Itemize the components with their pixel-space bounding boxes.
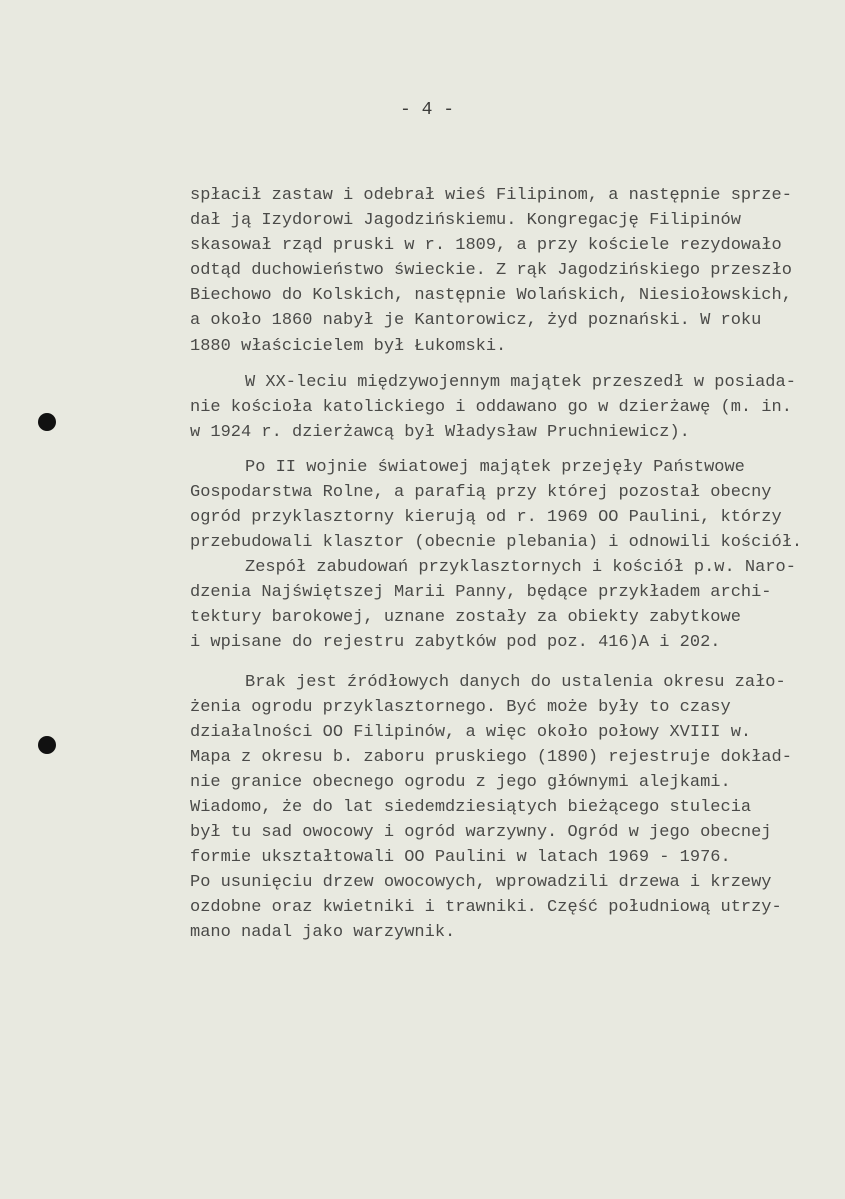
text-line: Gospodarstwa Rolne, a parafią przy której pozostał obecny (190, 483, 772, 502)
text-line: Wiadomo, że do lat siedemdziesiątych bieżącego stulecia (190, 798, 752, 817)
text-line: mano nadal jako warzywnik. (190, 923, 456, 942)
punch-hole (38, 736, 56, 754)
text-line: działalności OO Filipinów, a więc około połowy XVIII w. (190, 723, 752, 742)
text-line: Biechowo do Kolskich, następnie Wolańskich, Niesiołowskich, (190, 286, 792, 305)
text-line: W XX-leciu międzywojennym majątek przeszedł w posiada- (245, 373, 796, 392)
text-line: ozdobne oraz kwietniki i trawniki. Część południową utrzy- (190, 898, 782, 917)
text-line: nie granice obecnego ogrodu z jego głównymi alejkami. (190, 773, 731, 792)
text-line: tektury barokowej, uznane zostały za obiekty zabytkowe (190, 608, 741, 627)
text-line: dał ją Izydorowi Jagodzińskiemu. Kongregację Filipinów (190, 211, 741, 230)
text-line: odtąd duchowieństwo świeckie. Z rąk Jagodzińskiego przeszło (190, 261, 792, 280)
page-number: - 4 - (400, 100, 455, 120)
text-line: był tu sad owocowy i ogród warzywny. Ogród w jego obecnej (190, 823, 772, 842)
text-line: ogród przyklasztorny kierują od r. 1969 OO Paulini, którzy (190, 508, 782, 527)
text-line: Brak jest źródłowych danych do ustalenia okresu zało- (245, 673, 786, 692)
text-line: Po II wojnie światowej majątek przejęły Państwowe (245, 458, 745, 477)
text-line: spłacił zastaw i odebrał wieś Filipinom, a następnie sprze- (190, 186, 792, 205)
text-line: Zespół zabudowań przyklasztornych i kościół p.w. Naro- (245, 558, 796, 577)
text-line: w 1924 r. dzierżawcą był Władysław Pruchniewicz). (190, 423, 690, 442)
text-line: Po usunięciu drzew owocowych, wprowadzili drzewa i krzewy (190, 873, 772, 892)
text-line: i wpisane do rejestru zabytków pod poz. 416)A i 202. (190, 633, 721, 652)
text-line: Mapa z okresu b. zaboru pruskiego (1890) rejestruje dokład- (190, 748, 792, 767)
text-line: formie ukształtowali OO Paulini w latach 1969 - 1976. (190, 848, 731, 867)
text-line: żenia ogrodu przyklasztornego. Być może były to czasy (190, 698, 731, 717)
text-line: przebudowali klasztor (obecnie plebania) i odnowili kościół. (190, 533, 803, 552)
text-line: a około 1860 nabył je Kantorowicz, żyd poznański. W roku (190, 311, 762, 330)
text-line: dzenia Najświętszej Marii Panny, będące przykładem archi- (190, 583, 772, 602)
text-line: skasował rząd pruski w r. 1809, a przy kościele rezydowało (190, 236, 782, 255)
text-line: nie kościoła katolickiego i oddawano go w dzierżawę (m. in. (190, 398, 792, 417)
text-line: 1880 właścicielem był Łukomski. (190, 337, 507, 356)
punch-hole (38, 413, 56, 431)
